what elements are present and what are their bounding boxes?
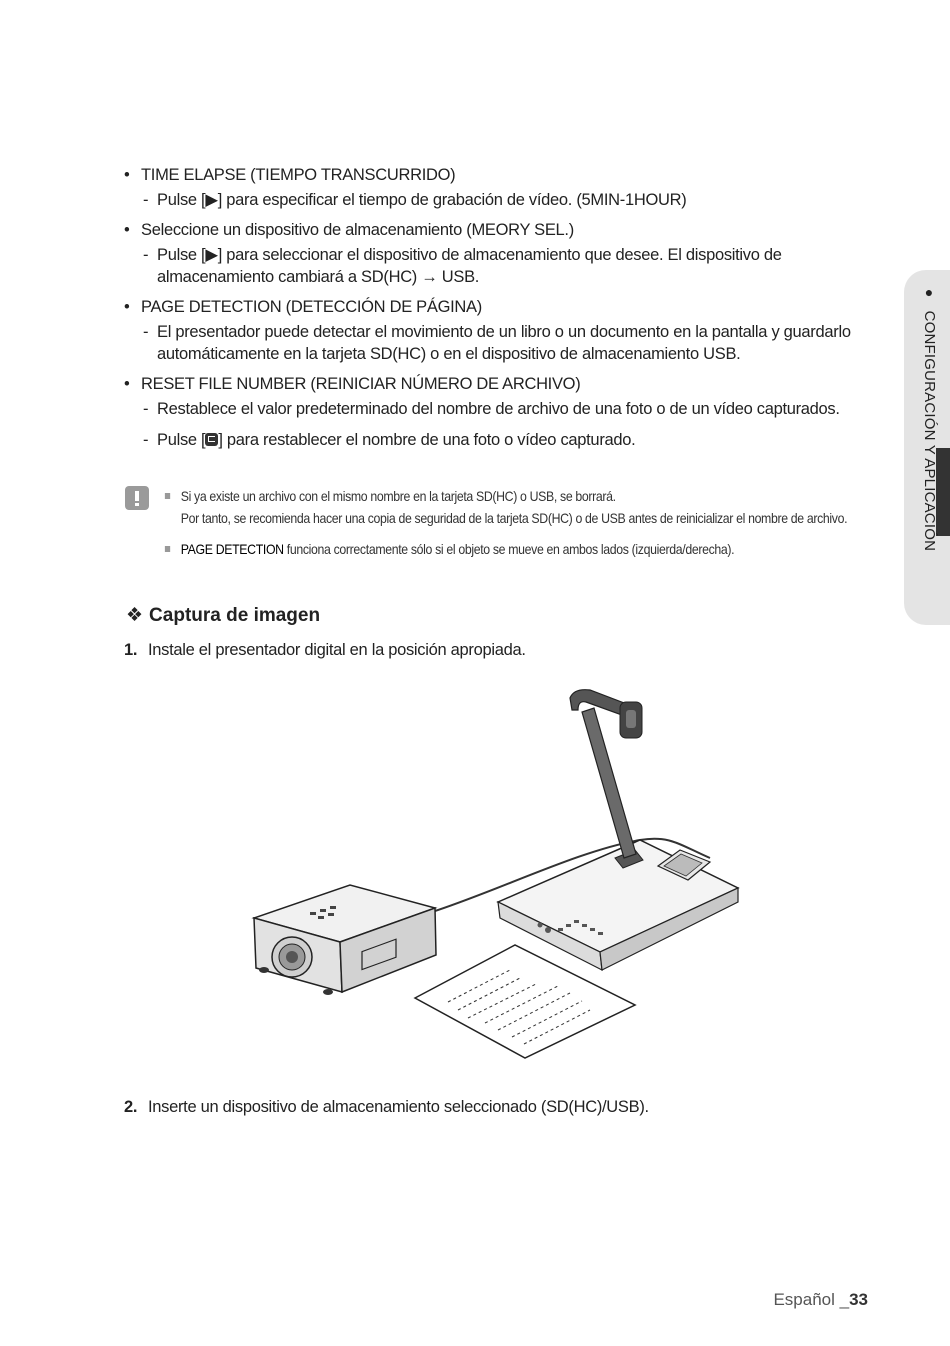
sub-item: - Pulse [▶] para seleccionar el dispositivo de almacenamiento que desee. El dispositivo de almacenamiento cambiará a SD(HC) → USB. xyxy=(143,246,782,286)
page-footer: Español _33 xyxy=(773,1290,868,1309)
square-bullet-icon xyxy=(165,493,170,499)
bullet-list xyxy=(124,164,864,459)
step-2: 2. Inserte un dispositivo de almacenamiento seleccionado (SD(HC)/USB). xyxy=(124,1098,649,1116)
reset-button-icon xyxy=(205,433,218,446)
note-item: Si ya existe un archivo con el mismo nombre en la tarjeta SD(HC) o USB, se borrará. Por tanto, se recomienda hacer una copia de seguridad de la tarjeta SD(HC) o de USB antes de reinicializar el nombre de archivo. xyxy=(164,485,877,529)
caution-icon xyxy=(125,486,149,510)
sub-item: - Pulse [ ] para restablecer el nombre de una foto o vídeo capturado. xyxy=(143,431,636,449)
sub-item: - El presentador puede detectar el movimiento de un libro o un documento en la pantalla y guardarlo automáticamente en la tarjeta SD(HC) o en el dispositivo de almacenamiento USB. xyxy=(143,323,851,363)
bullet-time-elapse: • TIME ELAPSE (TIEMPO TRANSCURRIDO) - Pulse [▶] para especificar el tiempo de grabación de vídeo. (5MIN-1HOUR) xyxy=(124,164,864,211)
diamond-icon: ❖ xyxy=(126,605,144,626)
sub-item: - Restablece el valor predeterminado del nombre de archivo de una foto o de un vídeo capturados. xyxy=(143,400,840,418)
step-1: 1. Instale el presentador digital en la posición apropiada. xyxy=(124,641,526,659)
page-number: 33 xyxy=(849,1290,868,1309)
chapter-title: ● CONFIGURACIÓN Y APLICACIÓN xyxy=(921,284,938,552)
notes-block xyxy=(164,485,864,569)
presenter-setup-illustration xyxy=(240,680,760,1070)
square-bullet-icon xyxy=(165,546,170,552)
sub-item: - Pulse [▶] para especificar el tiempo de grabación de vídeo. (5MIN-1HOUR) xyxy=(143,191,687,209)
projector xyxy=(254,885,436,995)
chapter-marker xyxy=(936,448,950,536)
bullet-memory-select: • Seleccione un dispositivo de almacenamiento (MEORY SEL.) - Pulse [▶] para seleccionar el dispositivo de almacenamiento que desee. El dispositivo de almacenamiento cambiará a SD(HC) → USB. xyxy=(124,219,864,288)
bullet-page-detection: • PAGE DETECTION (DETECCIÓN DE PÁGINA) - El presentador puede detectar el movimiento de un libro o un documento en la pantalla y guardarlo automáticamente en la tarjeta SD(HC) o en el dispositivo de almacenamiento USB. xyxy=(124,296,864,365)
presenter-arm xyxy=(570,690,643,868)
note-item: PAGE DETECTION funciona correctamente sólo si el objeto se mueve en ambos lados (izquierda/derecha). xyxy=(164,538,877,560)
bullet-reset-file-number: • RESET FILE NUMBER (REINICIAR NÚMERO DE ARCHIVO) - Restablece el valor predeterminado del nombre de archivo de una foto o de un vídeo capturados. - Pulse [ ] para restablecer el nombre de una foto o vídeo capturado. xyxy=(124,373,864,451)
bullet-dot-icon: ● xyxy=(921,284,937,301)
section-heading: ❖ Captura de imagen xyxy=(126,605,321,626)
